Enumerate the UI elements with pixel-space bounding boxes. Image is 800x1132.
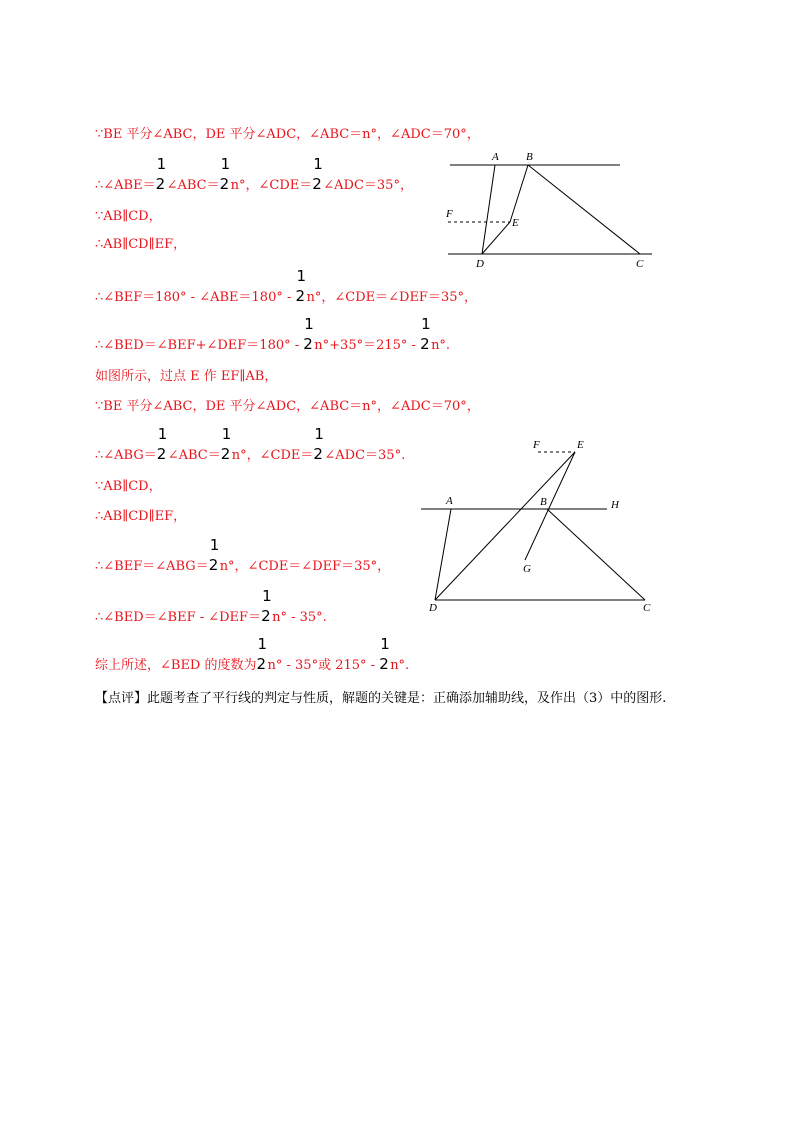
text: ∴∠ABE＝: [95, 178, 156, 193]
label-g: G: [523, 563, 531, 575]
numerator: 1: [257, 635, 268, 653]
text: ∴AB∥CD∥EF，: [95, 509, 187, 524]
solution-line-9: [95, 425, 406, 463]
numerator: 1: [156, 155, 167, 173]
label-c: C: [643, 602, 651, 614]
text: n°，∠CDE＝: [230, 178, 313, 193]
fraction: [219, 155, 231, 193]
text: ∠ADC＝35°，: [323, 178, 413, 193]
solution-line-3: [95, 210, 162, 223]
denominator: 2: [220, 445, 231, 463]
numerator: 1: [262, 587, 272, 605]
text: n°，∠CDE＝∠DEF＝35°，: [306, 290, 477, 305]
geometry-figure-1: [440, 145, 660, 275]
denominator: 2: [295, 287, 306, 305]
text: n°，∠CDE＝: [231, 448, 314, 463]
numerator: 1: [221, 425, 232, 443]
fraction: [220, 425, 232, 463]
label-e: E: [512, 217, 519, 229]
fraction: [295, 267, 307, 305]
segment-be: [510, 165, 528, 222]
label-h: H: [611, 499, 619, 511]
solution-line-8: [95, 400, 480, 413]
numerator: 1: [209, 536, 220, 554]
fraction: [312, 155, 323, 193]
numerator: 1: [220, 155, 231, 173]
denominator: 2: [219, 175, 230, 193]
geometry-figure-2: [415, 430, 660, 615]
label-b: B: [540, 496, 547, 508]
solution-line-5: [95, 267, 477, 305]
solution-line-2: [95, 155, 413, 193]
text: ∵AB∥CD，: [95, 479, 162, 494]
solution-line-6: [95, 315, 451, 353]
text: n° - 35°.: [272, 610, 327, 625]
solution-line-13: [95, 587, 327, 625]
denominator: 2: [313, 445, 323, 463]
fraction: [256, 635, 268, 673]
text: ∴AB∥CD∥EF，: [95, 237, 187, 252]
fraction: [155, 155, 167, 193]
denominator: 2: [261, 607, 271, 625]
text: ∵BE 平分∠ABC，DE 平分∠ADC，∠ABC＝n°，∠ADC＝70°，: [95, 127, 480, 142]
text: ∴∠BEF＝180° - ∠ABE＝180° -: [95, 290, 296, 305]
text: ∴∠BED＝∠BEF - ∠DEF＝: [95, 610, 262, 625]
segment-bc: [547, 509, 645, 600]
solution-line-7: [95, 370, 277, 383]
text: 如图所示，过点 E 作 EF∥AB，: [95, 369, 278, 384]
label-c: C: [636, 258, 644, 270]
label-e: E: [577, 439, 584, 451]
label-d: D: [476, 258, 484, 270]
text: 综上所述，∠BED 的度数为: [95, 658, 257, 673]
fraction: [379, 635, 390, 673]
text: n°，∠CDE＝∠DEF＝35°，: [219, 559, 391, 574]
denominator: 2: [208, 556, 219, 574]
text: n°.: [390, 658, 410, 673]
figure-2-svg: [415, 430, 660, 615]
denominator: 2: [379, 655, 389, 673]
segment-eg: [525, 452, 575, 560]
fraction: [208, 536, 220, 574]
text: 【点评】此题考查了平行线的判定与性质，解题的关键是：正确添加辅助线，及作出（3）中的图形.: [95, 691, 667, 706]
text: ∠ABC＝: [166, 178, 220, 193]
solution-line-4: [95, 238, 186, 251]
label-b: B: [526, 151, 533, 163]
text: ∴∠BED＝∠BEF+∠DEF＝180° -: [95, 338, 304, 353]
text: n°.: [431, 338, 451, 353]
denominator: 2: [303, 335, 313, 353]
fraction: [420, 315, 431, 353]
solution-line-10: [95, 480, 162, 493]
label-a: A: [446, 495, 453, 507]
fraction: [156, 425, 168, 463]
denominator: 2: [312, 175, 322, 193]
denominator: 2: [256, 655, 267, 673]
label-a: A: [492, 151, 499, 163]
numerator: 1: [157, 425, 168, 443]
denominator: 2: [155, 175, 166, 193]
label-f: F: [533, 439, 540, 451]
figure-1-svg: [440, 145, 660, 275]
segment-ed: [435, 452, 575, 600]
segment-bc: [528, 165, 640, 254]
numerator: 1: [314, 425, 324, 443]
numerator: 1: [313, 155, 323, 173]
fraction: [261, 587, 272, 625]
text: ∠ADC＝35°.: [324, 448, 406, 463]
fraction: [303, 315, 314, 353]
text: n° - 35°或 215° -: [267, 658, 380, 673]
fraction: [313, 425, 324, 463]
solution-line-1: [95, 128, 480, 141]
solution-line-11: [95, 510, 186, 523]
solution-line-12: [95, 536, 391, 574]
text: ∴∠BEF＝∠ABG＝: [95, 559, 209, 574]
text: n°+35°＝215° -: [314, 338, 421, 353]
numerator: 1: [421, 315, 431, 333]
label-f: F: [446, 208, 453, 220]
text: ∴∠ABG＝: [95, 448, 157, 463]
text: ∠ABC＝: [167, 448, 221, 463]
denominator: 2: [420, 335, 430, 353]
numerator: 1: [380, 635, 390, 653]
text: ∵AB∥CD，: [95, 209, 162, 224]
label-d: D: [429, 602, 437, 614]
denominator: 2: [156, 445, 167, 463]
comment-line: [95, 692, 666, 705]
numerator: 1: [304, 315, 314, 333]
solution-line-14: [95, 635, 410, 673]
numerator: 1: [296, 267, 307, 285]
text: ∵BE 平分∠ABC，DE 平分∠ADC，∠ABC＝n°，∠ADC＝70°，: [95, 399, 480, 414]
